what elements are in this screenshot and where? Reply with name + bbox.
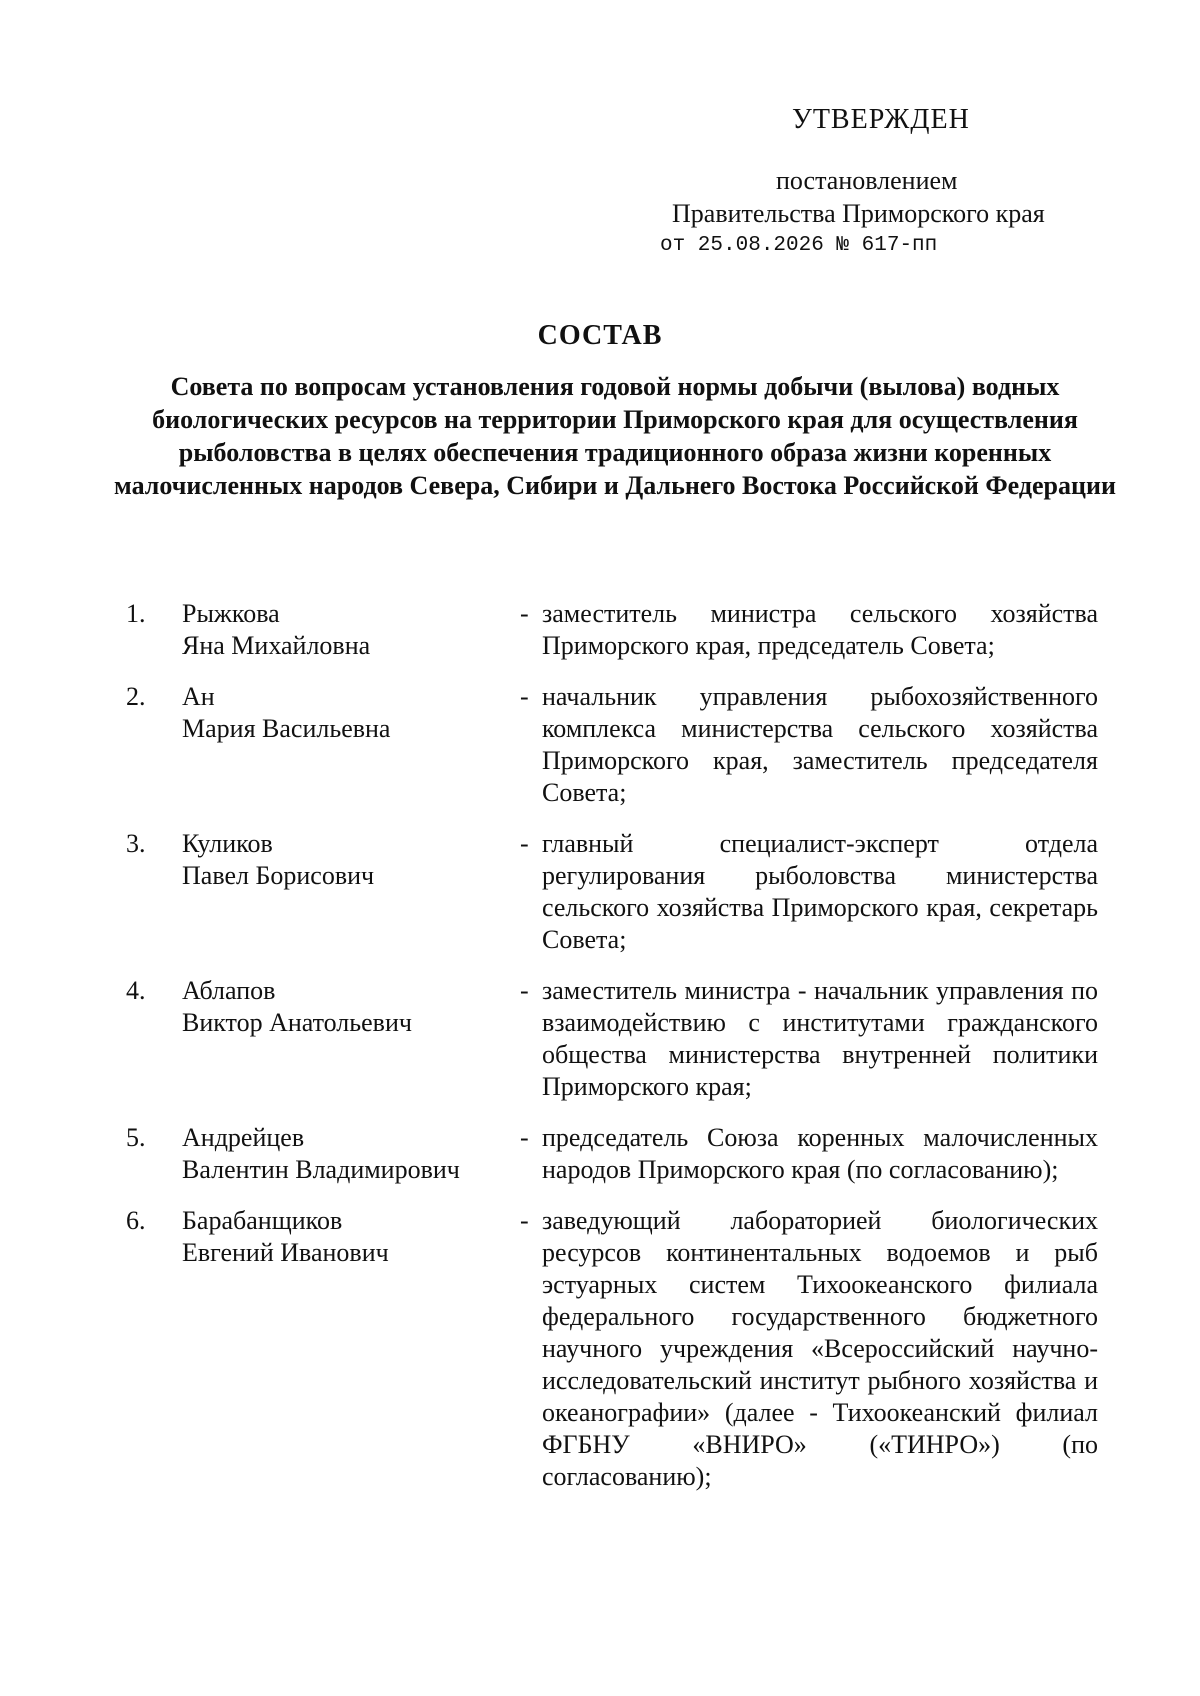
member-role: начальник управления рыбохозяйственного комплекса министерства сельского хозяйства Приморского края, заместитель председателя Совета; [542,682,1098,807]
member-item [126,975,1106,1103]
member-dash: - [520,1123,529,1152]
member-given-names: Павел Борисович [182,861,375,890]
member-surname: Куликов [182,829,273,858]
member-item [126,681,1106,809]
member-name [182,975,520,1103]
member-given-names: Виктор Анатольевич [182,1008,412,1037]
approval-date-number: от 25.08.2026 № 617-пп [660,234,938,257]
document-subtitle: Совета по вопросам установления годовой нормы добычи (вылова) водных биологических ресурсов на территории Приморского края для осуществления рыболовства в целях обеспечения традиционного образа жизни коренных малочисленных народов Севера, Сибири и Дальнего Востока Российской Федерации [114,372,1116,500]
member-role: заместитель министра - начальник управления по взаимодействию с институтами гражданского общества министерства внутренней политики Приморского края; [542,976,1098,1101]
member-name [182,828,520,956]
members-list [126,598,1106,1493]
member-item [126,828,1106,956]
member-given-names: Яна Михайловна [182,631,371,660]
member-surname: Ан [182,682,215,711]
member-number: 4. [126,976,146,1005]
member-dash: - [520,976,529,1005]
member-item [126,1122,1106,1186]
member-dash: - [520,599,529,628]
member-role: заведующий лабораторией биологических ресурсов континентальных водоемов и рыб эстуарных систем Тихоокеанского филиала федерального государственного бюджетного научного учреждения «Всероссийский научно-исследовательский институт рыбного хозяйства и океанографии» (далее - Тихоокеанский филиал ФГБНУ «ВНИРО» («ТИНРО») (по согласованию); [542,1206,1098,1491]
member-item [126,598,1106,662]
member-surname: Аблапов [182,976,276,1005]
approval-title: УТВЕРЖДЕН [792,104,970,135]
member-role: главный специалист-эксперт отдела регулирования рыболовства министерства сельского хозяйства Приморского края, секретарь Совета; [542,829,1098,954]
member-surname: Рыжкова [182,599,280,628]
member-dash: - [520,682,529,711]
member-dash: - [520,1206,529,1235]
member-role: заместитель министра сельского хозяйства Приморского края, председатель Совета; [542,599,1098,660]
member-number: 2. [126,682,146,711]
member-name [182,681,520,809]
member-role: председатель Союза коренных малочисленных народов Приморского края (по согласованию); [542,1123,1098,1184]
member-number: 1. [126,599,146,628]
document-title: СОСТАВ [537,320,663,351]
member-given-names: Валентин Владимирович [182,1155,460,1184]
member-surname: Андрейцев [182,1123,305,1152]
member-name [182,598,520,662]
member-number: 5. [126,1123,146,1152]
member-name [182,1205,520,1493]
approval-government-label: Правительства Приморского края [672,199,1045,228]
member-number: 3. [126,829,146,858]
member-number: 6. [126,1206,146,1235]
member-name [182,1122,520,1186]
member-surname: Барабанщиков [182,1206,343,1235]
member-item [126,1205,1106,1493]
member-given-names: Мария Васильевна [182,714,391,743]
member-given-names: Евгений Иванович [182,1238,389,1267]
member-dash: - [520,829,529,858]
approval-resolution-label: постановлением [776,166,958,195]
